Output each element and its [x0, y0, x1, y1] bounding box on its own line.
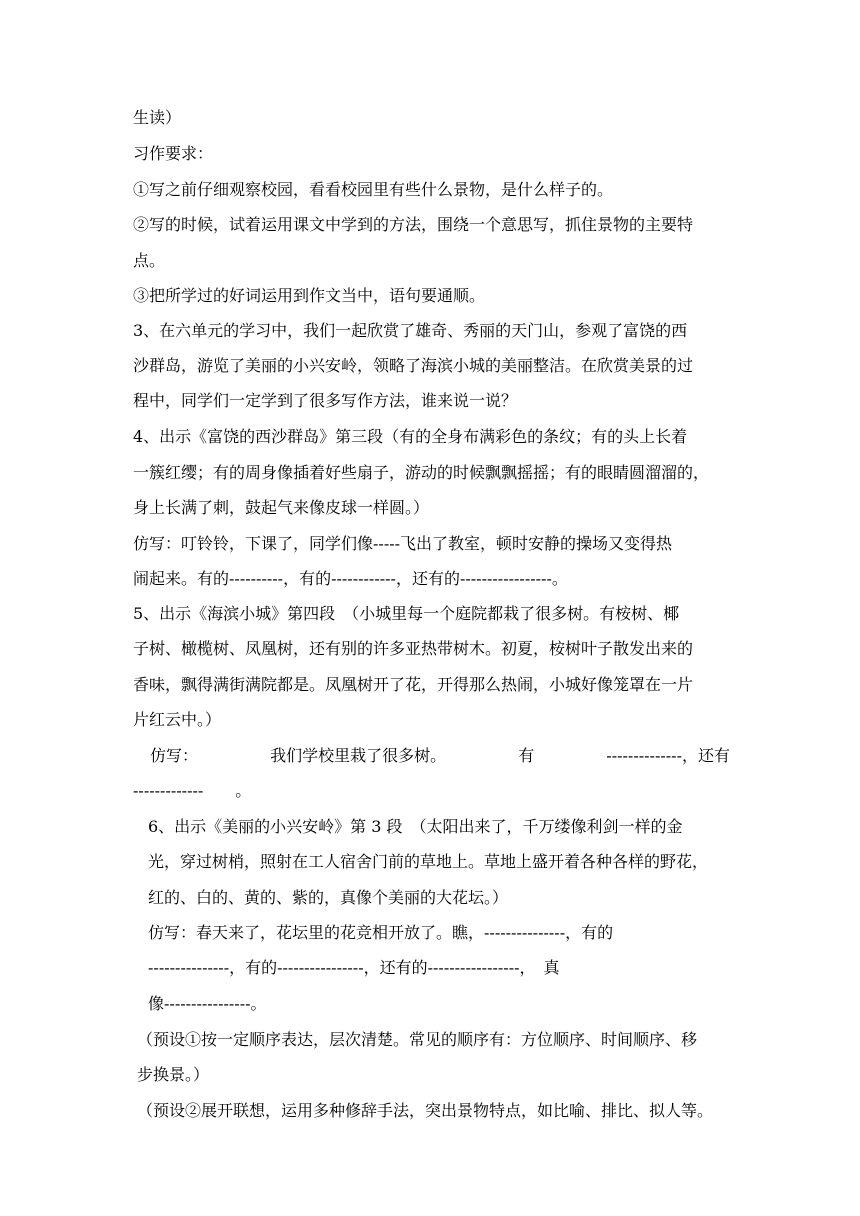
text-line: 身上长满了刺，鼓起气来像皮球一样圆。） [133, 498, 430, 517]
imitation-text: 我们学校里栽了很多树。 [270, 746, 447, 765]
text-line: 6、出示《美丽的小兴安岭》第 3 段 （太阳出来了，千万缕像利剑一样的金 [148, 817, 683, 836]
text-line: 子树、橄榄树、凤凰树，还有别的许多亚热带树木。初夏，桉树叶子散发出来的 [133, 639, 694, 658]
text-line: （预设①按一定顺序表达，层次清楚。常见的顺序有：方位顺序、时间顺序、移 [137, 1030, 698, 1049]
text-line: 光，穿过树梢，照射在工人宿舍门前的草地上。草地上盛开着各种各样的野花， [148, 852, 709, 871]
imitation-text: 有 [518, 746, 535, 765]
text-line: 生读） [133, 108, 182, 127]
imitation-label: 仿写： [150, 746, 199, 765]
text-line: 一簇红缨；有的周身像插着好些扇子，游动的时候飘飘摇摇；有的眼睛圆溜溜的， [133, 463, 710, 482]
imitation-line [150, 746, 730, 766]
text-line: 步换景。） [137, 1065, 210, 1084]
text-line: 闹起来。有的----------，有的------------，还有的-----------------。 [133, 569, 568, 588]
text-line: 习作要求： [133, 144, 214, 163]
text-line: 片红云中。） [133, 710, 222, 729]
text-line: 仿写：叮铃铃，下课了，同学们像-----飞出了教室，顿时安静的操场又变得热 [133, 534, 673, 553]
text-line: ------------- 。 [133, 781, 252, 800]
text-line: （预设②展开联想，运用多种修辞手法，突出景物特点，如比喻、排比、拟人等。 [137, 1101, 714, 1120]
text-line: 程中，同学们一定学到了很多写作方法，谁来说一说？ [133, 391, 518, 410]
text-line: 3、在六单元的学习中，我们一起欣赏了雄奇、秀丽的天门山，参观了富饶的西 [133, 321, 688, 340]
text-line: 4、出示《富饶的西沙群岛》第三段（有的全身布满彩色的条纹；有的头上长着 [133, 427, 688, 446]
text-line: ---------------，有的----------------，还有的-----------------， 真 [148, 958, 560, 977]
imitation-text: --------------，还有 [606, 746, 730, 765]
text-line: ③把所学过的好词运用到作文当中，语句要通顺。 [133, 286, 486, 305]
text-line: 5、出示《海滨小城》第四段 （小城里每一个庭院都栽了很多树。有桉树、椰 [133, 604, 680, 623]
text-line: 仿写：春天来了，花坛里的花竞相开放了。瞧，---------------，有的 [148, 923, 614, 942]
text-line: ②写的时候，试着运用课文中学到的方法，围绕一个意思写，抓住景物的主要特 [133, 215, 694, 234]
text-line: 香味，飘得满街满院都是。凤凰树开了花，开得那么热闹，小城好像笼罩在一片 [133, 675, 694, 694]
text-line: 红的、白的、黄的、紫的，真像个美丽的大花坛。） [148, 888, 509, 907]
text-line: 点。 [133, 251, 166, 270]
text-line: 沙群岛，游览了美丽的小兴安岭，领略了海滨小城的美丽整洁。在欣赏美景的过 [133, 356, 694, 375]
text-line: 像----------------。 [148, 994, 267, 1013]
text-line: ①写之前仔细观察校园，看看校园里有些什么景物，是什么样子的。 [133, 180, 614, 199]
